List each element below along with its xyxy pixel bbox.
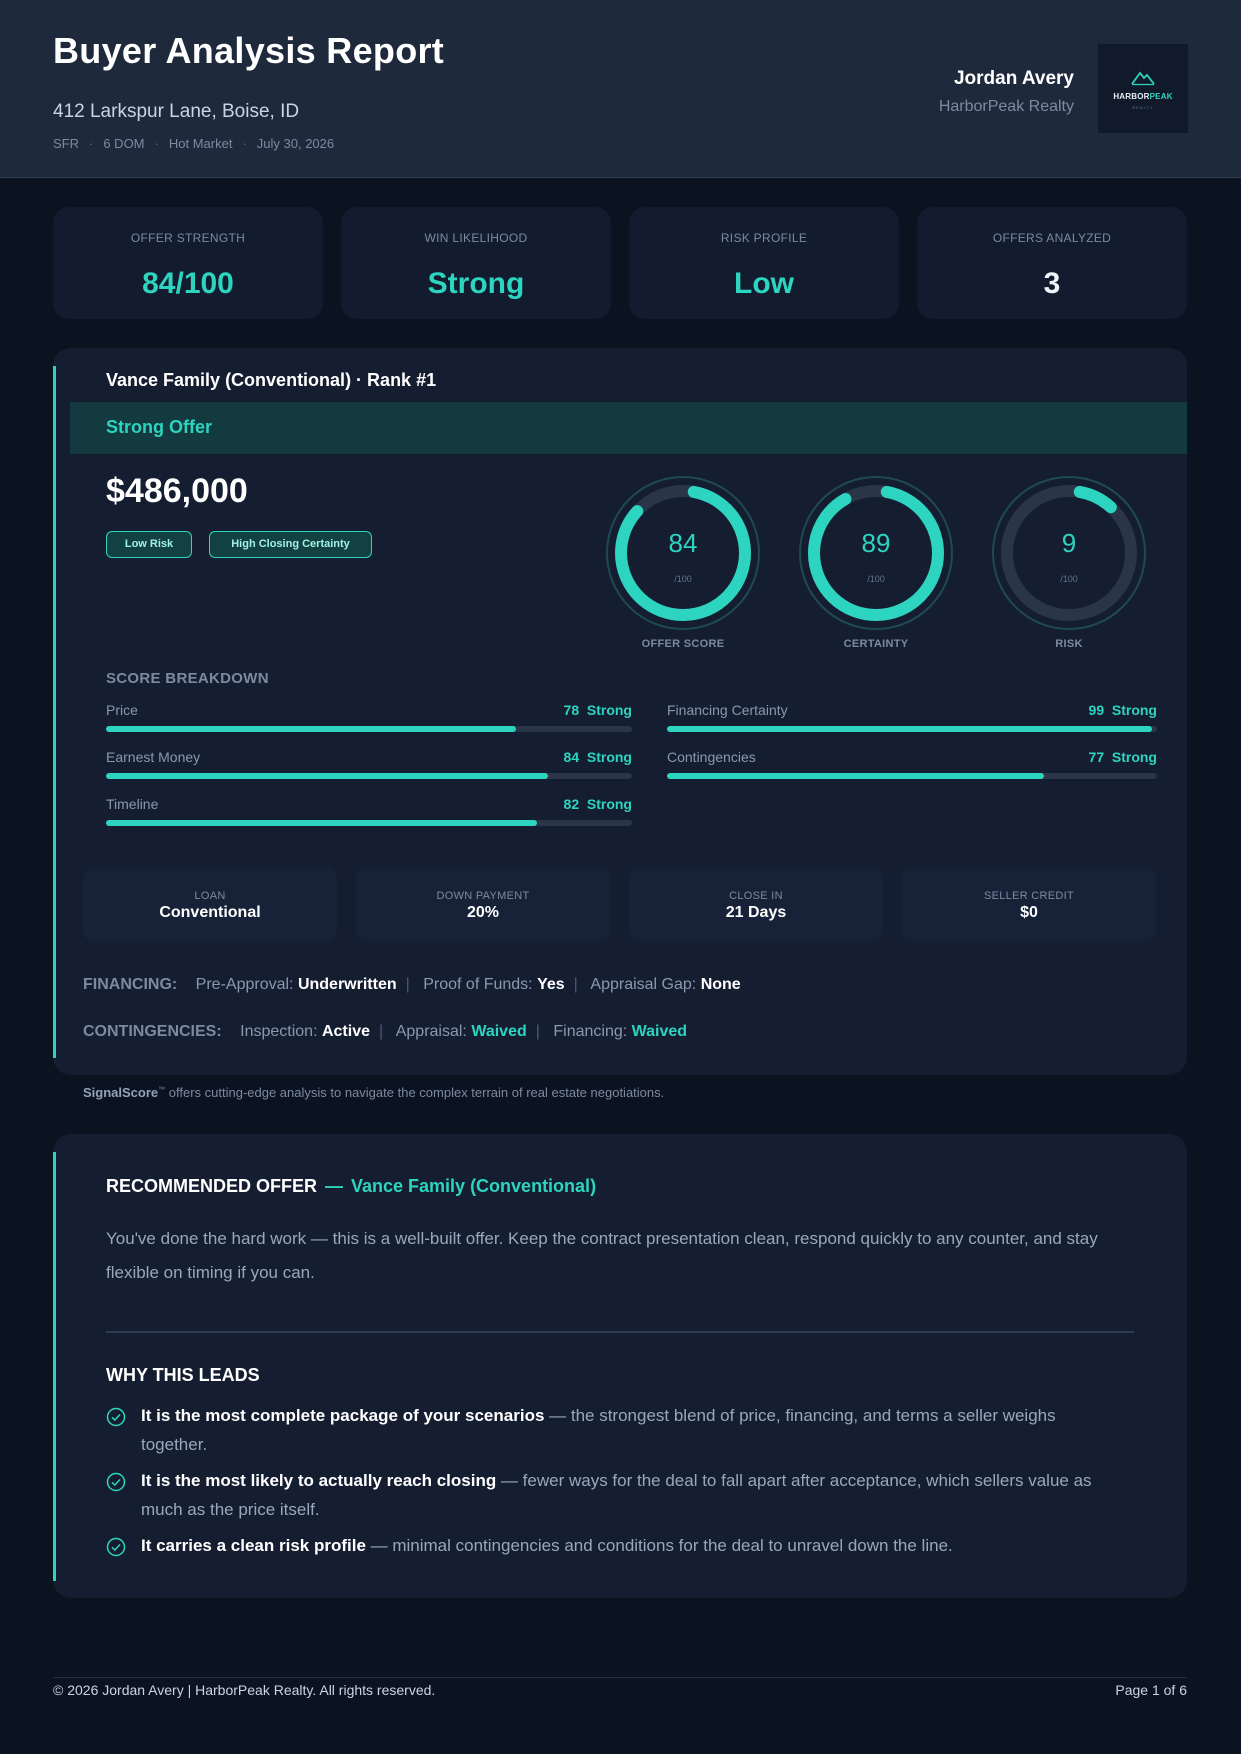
offer-strength-banner bbox=[70, 402, 1187, 454]
contingencies-row bbox=[83, 1023, 687, 1041]
kpi-offers-analyzed bbox=[917, 207, 1187, 319]
logo-wordmark: HARBORPEAK bbox=[1113, 92, 1173, 101]
reason-rest: — fewer ways for the deal to fall apart after acceptance, which sellers value as much as the price itself. bbox=[141, 1471, 1092, 1519]
contingency-label: Inspection: bbox=[240, 1023, 318, 1040]
kpi-offer-strength bbox=[53, 207, 323, 319]
breakdown-label: Timeline bbox=[106, 796, 159, 812]
recommended-offer-title bbox=[106, 1176, 596, 1197]
breakdown-track bbox=[106, 726, 632, 732]
offer-price: $486,000 bbox=[106, 472, 248, 510]
meta-dom: 6 DOM bbox=[103, 136, 145, 151]
score-gauge bbox=[796, 473, 956, 633]
stat-label: DOWN PAYMENT bbox=[436, 890, 530, 902]
reason-bold: It is the most complete package of your scenarios bbox=[141, 1406, 545, 1425]
meta-market: Hot Market bbox=[168, 136, 233, 151]
brand-name: SignalScore bbox=[83, 1085, 159, 1100]
meta-separator: · bbox=[89, 136, 94, 151]
gauge-value: 89 bbox=[861, 528, 891, 558]
contingency-value: Waived bbox=[471, 1023, 527, 1040]
contingency-label: Appraisal: bbox=[395, 1023, 467, 1040]
breakdown-label: Earnest Money bbox=[106, 749, 201, 765]
kpi-win-likelihood bbox=[341, 207, 611, 319]
meta-separator: · bbox=[242, 136, 247, 151]
reason-rest: — the strongest blend of price, financing, and terms a seller weighs together. bbox=[141, 1406, 1056, 1454]
financing-heading: FINANCING: bbox=[83, 976, 178, 993]
financing-value: Yes bbox=[537, 976, 565, 993]
divider bbox=[106, 1331, 1134, 1333]
mountain-icon bbox=[1130, 68, 1156, 86]
agent-name: Jordan Avery bbox=[953, 68, 1074, 89]
gauge-max: /100 bbox=[1060, 574, 1078, 584]
breakdown-track bbox=[106, 773, 632, 779]
separator: | bbox=[535, 1023, 540, 1040]
breakdown-fill bbox=[667, 773, 1044, 779]
financing-value: None bbox=[700, 976, 741, 993]
meta-date: July 30, 2026 bbox=[256, 136, 335, 151]
report-header bbox=[0, 0, 1241, 178]
breakdown-row bbox=[106, 702, 632, 742]
closing-certainty-badge: High Closing Certainty bbox=[209, 531, 372, 558]
recommendation-body: You've done the hard work — this is a well-built offer. Keep the contract presentation clean, respond quickly to any counter, and stay flexible on timing if you can. bbox=[106, 1229, 1098, 1282]
stat-value: 21 Days bbox=[725, 904, 787, 921]
kpi-value: 3 bbox=[1043, 267, 1061, 300]
page-number: Page 1 of 6 bbox=[1115, 1682, 1187, 1698]
breakdown-fill bbox=[106, 726, 516, 732]
reason-rest: — minimal contingencies and conditions for the deal to unravel down the line. bbox=[365, 1536, 953, 1555]
agent-company: HarborPeak Realty bbox=[938, 98, 1074, 115]
gauge-label: OFFER SCORE bbox=[641, 638, 725, 650]
kpi-value: Low bbox=[734, 267, 794, 300]
financing-label: Pre-Approval: bbox=[195, 976, 294, 993]
breakdown-score: 84 Strong bbox=[563, 749, 632, 765]
kpi-value: 84/100 bbox=[142, 267, 234, 300]
offer-card bbox=[53, 348, 1187, 1075]
offer-title: Vance Family (Conventional) · Rank #1 bbox=[106, 370, 437, 390]
breakdown-row bbox=[106, 749, 632, 789]
card-accent-bar bbox=[53, 1152, 56, 1581]
stat-seller-credit bbox=[902, 868, 1156, 941]
recommended-heading: RECOMMENDED OFFER bbox=[106, 1176, 317, 1196]
stat-label: CLOSE IN bbox=[729, 890, 783, 902]
company-logo bbox=[1098, 44, 1188, 133]
contingency-value: Waived bbox=[631, 1023, 688, 1040]
breakdown-track bbox=[106, 820, 632, 826]
tagline-text: offers cutting-edge analysis to navigate the complex terrain of real estate negotiations. bbox=[165, 1085, 665, 1100]
breakdown-track bbox=[667, 773, 1157, 779]
copyright-text: © 2026 Jordan Avery | HarborPeak Realty. All rights reserved. bbox=[53, 1682, 436, 1698]
stat-label: SELLER CREDIT bbox=[983, 890, 1075, 902]
breakdown-score: 77 Strong bbox=[1088, 749, 1157, 765]
score-gauge bbox=[989, 473, 1149, 633]
gauge-max: /100 bbox=[867, 574, 885, 584]
recommended-buyer: Vance Family (Conventional) bbox=[351, 1176, 597, 1196]
financing-label: Appraisal Gap: bbox=[590, 976, 697, 993]
reason-text bbox=[141, 1466, 1101, 1524]
stat-value: $0 bbox=[1020, 904, 1038, 921]
separator: | bbox=[573, 976, 578, 993]
breakdown-fill bbox=[667, 726, 1152, 732]
breakdown-score: 99 Strong bbox=[1088, 702, 1157, 718]
stat-down-payment bbox=[356, 868, 610, 941]
kpi-label: WIN LIKELIHOOD bbox=[424, 231, 528, 245]
breakdown-label: Price bbox=[106, 702, 138, 718]
kpi-risk-profile bbox=[629, 207, 899, 319]
title-dash: — bbox=[325, 1176, 343, 1196]
gauge-value: 84 bbox=[668, 528, 698, 558]
score-breakdown-title: SCORE BREAKDOWN bbox=[106, 670, 269, 687]
kpi-label: RISK PROFILE bbox=[720, 231, 808, 245]
reason-text bbox=[141, 1531, 1101, 1560]
stat-value: Conventional bbox=[159, 904, 261, 921]
signalscore-tagline bbox=[83, 1085, 664, 1100]
contingency-label: Financing: bbox=[553, 1023, 628, 1040]
card-accent-bar bbox=[53, 366, 56, 1058]
why-this-leads-title: WHY THIS LEADS bbox=[106, 1365, 260, 1385]
meta-type: SFR bbox=[53, 136, 79, 151]
separator: | bbox=[405, 976, 410, 993]
financing-value: Underwritten bbox=[297, 976, 397, 993]
low-risk-badge: Low Risk bbox=[106, 531, 192, 558]
financing-row bbox=[83, 976, 741, 994]
financing-label: Proof of Funds: bbox=[423, 976, 533, 993]
check-circle-icon bbox=[106, 1537, 126, 1557]
reason-bold: It is the most likely to actually reach closing bbox=[141, 1471, 497, 1490]
reason-text bbox=[141, 1401, 1101, 1459]
logo-subtext: REALTY bbox=[1132, 105, 1154, 110]
contingency-value: Active bbox=[321, 1023, 370, 1040]
check-circle-icon bbox=[106, 1407, 126, 1427]
gauge-max: /100 bbox=[674, 574, 692, 584]
report-title: Buyer Analysis Report bbox=[53, 30, 445, 71]
breakdown-row bbox=[667, 749, 1157, 789]
breakdown-row bbox=[667, 702, 1157, 742]
check-circle-icon bbox=[106, 1472, 126, 1492]
property-address: 412 Larkspur Lane, Boise, ID bbox=[53, 101, 300, 122]
gauge-label: RISK bbox=[1055, 638, 1083, 650]
contingencies-heading: CONTINGENCIES: bbox=[83, 1023, 222, 1040]
property-meta bbox=[53, 136, 334, 151]
kpi-value: Strong bbox=[427, 267, 525, 300]
breakdown-row bbox=[106, 796, 632, 836]
kpi-label: OFFERS ANALYZED bbox=[992, 231, 1112, 245]
stat-loan bbox=[83, 868, 337, 941]
stat-close-in bbox=[629, 868, 883, 941]
recommendation-card bbox=[53, 1134, 1187, 1598]
breakdown-label: Financing Certainty bbox=[667, 702, 788, 718]
separator: | bbox=[379, 1023, 384, 1040]
gauge-label: CERTAINTY bbox=[843, 638, 909, 650]
kpi-label: OFFER STRENGTH bbox=[130, 231, 246, 245]
reason-bold: It carries a clean risk profile bbox=[141, 1536, 366, 1555]
breakdown-fill bbox=[106, 820, 537, 826]
banner-label: Strong Offer bbox=[106, 417, 212, 437]
breakdown-label: Contingencies bbox=[667, 749, 756, 765]
breakdown-fill bbox=[106, 773, 548, 779]
gauge-value: 9 bbox=[1061, 528, 1077, 558]
stat-value: 20% bbox=[466, 904, 500, 921]
footer-rule bbox=[53, 1677, 1187, 1678]
meta-separator: · bbox=[154, 136, 159, 151]
score-gauge bbox=[603, 473, 763, 633]
trademark-mark: ™ bbox=[158, 1086, 166, 1094]
breakdown-track bbox=[667, 726, 1157, 732]
breakdown-score: 82 Strong bbox=[563, 796, 632, 812]
stat-label: LOAN bbox=[194, 890, 226, 902]
breakdown-score: 78 Strong bbox=[563, 702, 632, 718]
